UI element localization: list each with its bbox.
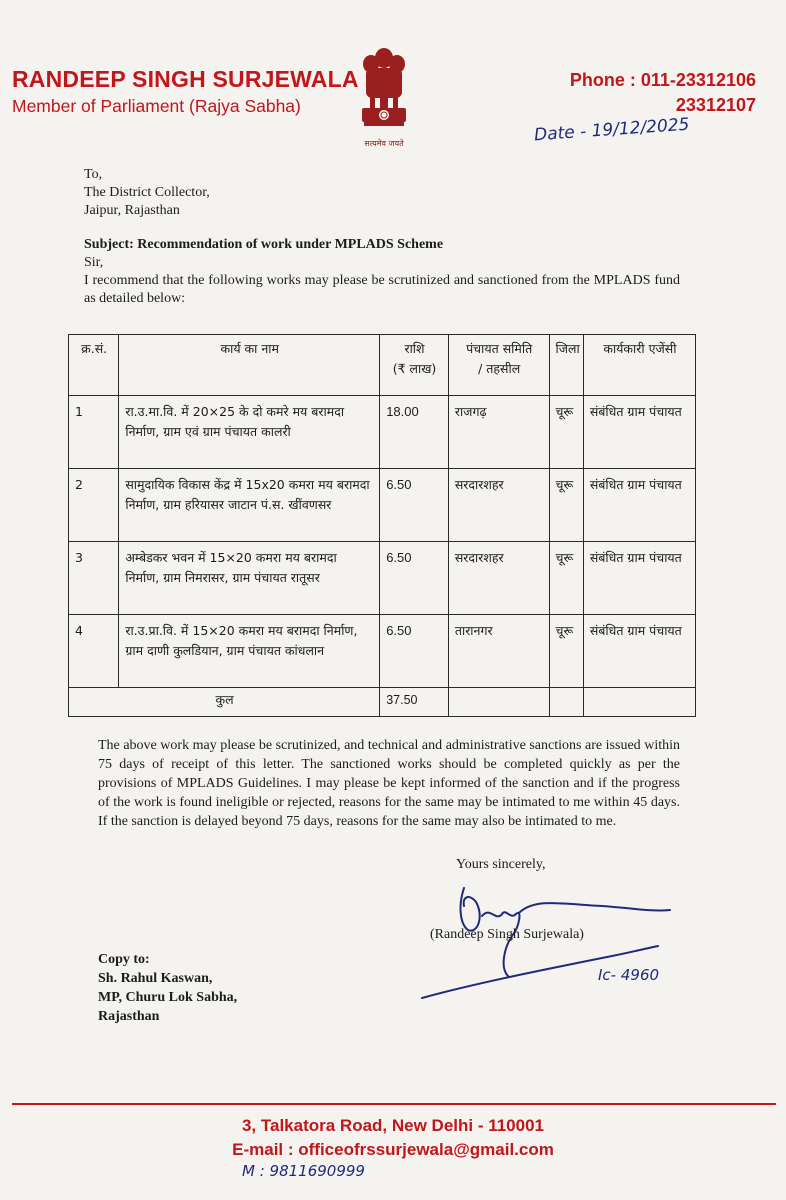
- salutation: Sir,: [84, 255, 104, 270]
- copy-to-heading: Copy to:: [98, 952, 150, 967]
- cell-work-name: रा.उ.प्रा.वि. में 15×20 कमरा मय बरामदा निर्माण, ग्राम दाणी कुलडियान, ग्राम पंचायत कांधलान: [119, 615, 380, 688]
- cell-amount: 18.00: [380, 396, 449, 469]
- cell-agency: संबंधित ग्राम पंचायत: [583, 615, 695, 688]
- cell-work-name: अम्बेडकर भवन में 15×20 कमरा मय बरामदा निर्माण, ग्राम निमरासर, ग्राम पंचायत रातूसर: [119, 542, 380, 615]
- header-work-name: कार्य का नाम: [119, 335, 380, 396]
- copy-to-line: Rajasthan: [98, 1009, 160, 1024]
- header-district: जिला: [549, 335, 583, 396]
- recipient-line: The District Collector,: [84, 185, 210, 200]
- recipient-line: To,: [84, 167, 103, 182]
- cell-empty: [549, 688, 583, 717]
- cell-agency: संबंधित ग्राम पंचायत: [583, 542, 695, 615]
- header-panchayat-sub: / तहसील: [478, 361, 521, 376]
- cell-district: चूरू: [549, 542, 583, 615]
- letterhead-role: Member of Parliament (Rajya Sabha): [12, 96, 301, 116]
- cell-work-name: सामुदायिक विकास केंद्र में 15x20 कमरा मय बरामदा निर्माण, ग्राम हरियासर जाटान पं.स. खींवणसर: [119, 469, 380, 542]
- recipient-line: Jaipur, Rajasthan: [84, 203, 180, 218]
- copy-to-line: Sh. Rahul Kaswan,: [98, 971, 213, 986]
- table-row: [69, 615, 696, 688]
- header-amount: [380, 335, 449, 396]
- cell-agency: संबंधित ग्राम पंचायत: [583, 396, 695, 469]
- footer-address: 3, Talkatora Road, New Delhi - 110001: [241, 1116, 545, 1135]
- cell-amount: 6.50: [380, 542, 449, 615]
- header-agency: कार्यकारी एजेंसी: [583, 335, 695, 396]
- phone-number-primary: Phone : 011-23312106: [569, 70, 756, 90]
- letter-subject: Subject: Recommendation of work under MPLADS Scheme: [84, 237, 444, 252]
- cell-district: चूरू: [549, 469, 583, 542]
- copy-to-line: MP, Churu Lok Sabha,: [98, 990, 238, 1005]
- header-panchayat-label: पंचायत समिति: [466, 341, 533, 356]
- header-serial: क्र.सं.: [69, 335, 119, 396]
- closing-paragraph: The above work may please be scrutinized, and technical and administrative sanctions are issued within 75 days of receipt of this letter. The sanctioned works should be completed quickly as per the provisions of MPLADS Guidelines. I may please be kept informed of the sanction and if the progress of the work is found ineligible or rejected, reasons for the same may be intimated to me within 45 days. If the sanction is delayed beyond 75 days, reasons for the same may also be intimated to me.: [98, 738, 680, 829]
- cell-work-name: रा.उ.मा.वि. में 20×25 के दो कमरे मय बरामदा निर्माण, ग्राम एवं ग्राम पंचायत कालरी: [119, 396, 380, 469]
- cell-panchayat: सरदारशहर: [448, 542, 549, 615]
- handwritten-date: Date - 19/12/2025: [533, 114, 691, 146]
- cell-serial: 1: [69, 396, 119, 469]
- emblem-motto: सत्यमेव जयते: [364, 139, 404, 148]
- cell-empty: [583, 688, 695, 717]
- cell-amount: 6.50: [380, 469, 449, 542]
- table-row: [69, 542, 696, 615]
- signatory-name: (Randeep Singh Surjewala): [430, 927, 584, 942]
- table-row: [69, 396, 696, 469]
- letterhead-name: RANDEEP SINGH SURJEWALA: [12, 66, 359, 92]
- total-label: कुल: [69, 688, 380, 717]
- cell-panchayat: तारानगर: [448, 615, 549, 688]
- cell-serial: 4: [69, 615, 119, 688]
- cell-district: चूरू: [549, 615, 583, 688]
- cell-empty: [448, 688, 549, 717]
- handwritten-ic-number: Ic- 4960: [598, 966, 660, 984]
- footer-email: E-mail : officeofrssurjewala@gmail.com: [232, 1140, 554, 1159]
- footer-divider: [12, 1103, 776, 1105]
- recipient-address: [84, 166, 210, 220]
- yours-sincerely: Yours sincerely,: [456, 857, 546, 872]
- table-header-row: [69, 335, 696, 396]
- cell-amount: 6.50: [380, 615, 449, 688]
- header-panchayat: [448, 335, 549, 396]
- intro-paragraph: I recommend that the following works may please be scrutinized and sanctioned from the MPLADS fund as detailed below:: [84, 273, 680, 306]
- header-amount-label: राशि: [404, 341, 425, 356]
- cell-serial: 3: [69, 542, 119, 615]
- works-table: [68, 334, 696, 717]
- total-amount: 37.50: [380, 688, 449, 717]
- table-row: [69, 469, 696, 542]
- copy-to-block: [98, 950, 237, 1026]
- phone-number-secondary: 23312107: [675, 95, 756, 115]
- cell-panchayat: सरदारशहर: [448, 469, 549, 542]
- cell-agency: संबंधित ग्राम पंचायत: [583, 469, 695, 542]
- handwritten-mobile: M : 9811690999: [242, 1162, 365, 1180]
- cell-district: चूरू: [549, 396, 583, 469]
- header-amount-unit: (₹ लाख): [392, 361, 437, 376]
- table-total-row: [69, 688, 696, 717]
- cell-panchayat: राजगढ़: [448, 396, 549, 469]
- cell-serial: 2: [69, 469, 119, 542]
